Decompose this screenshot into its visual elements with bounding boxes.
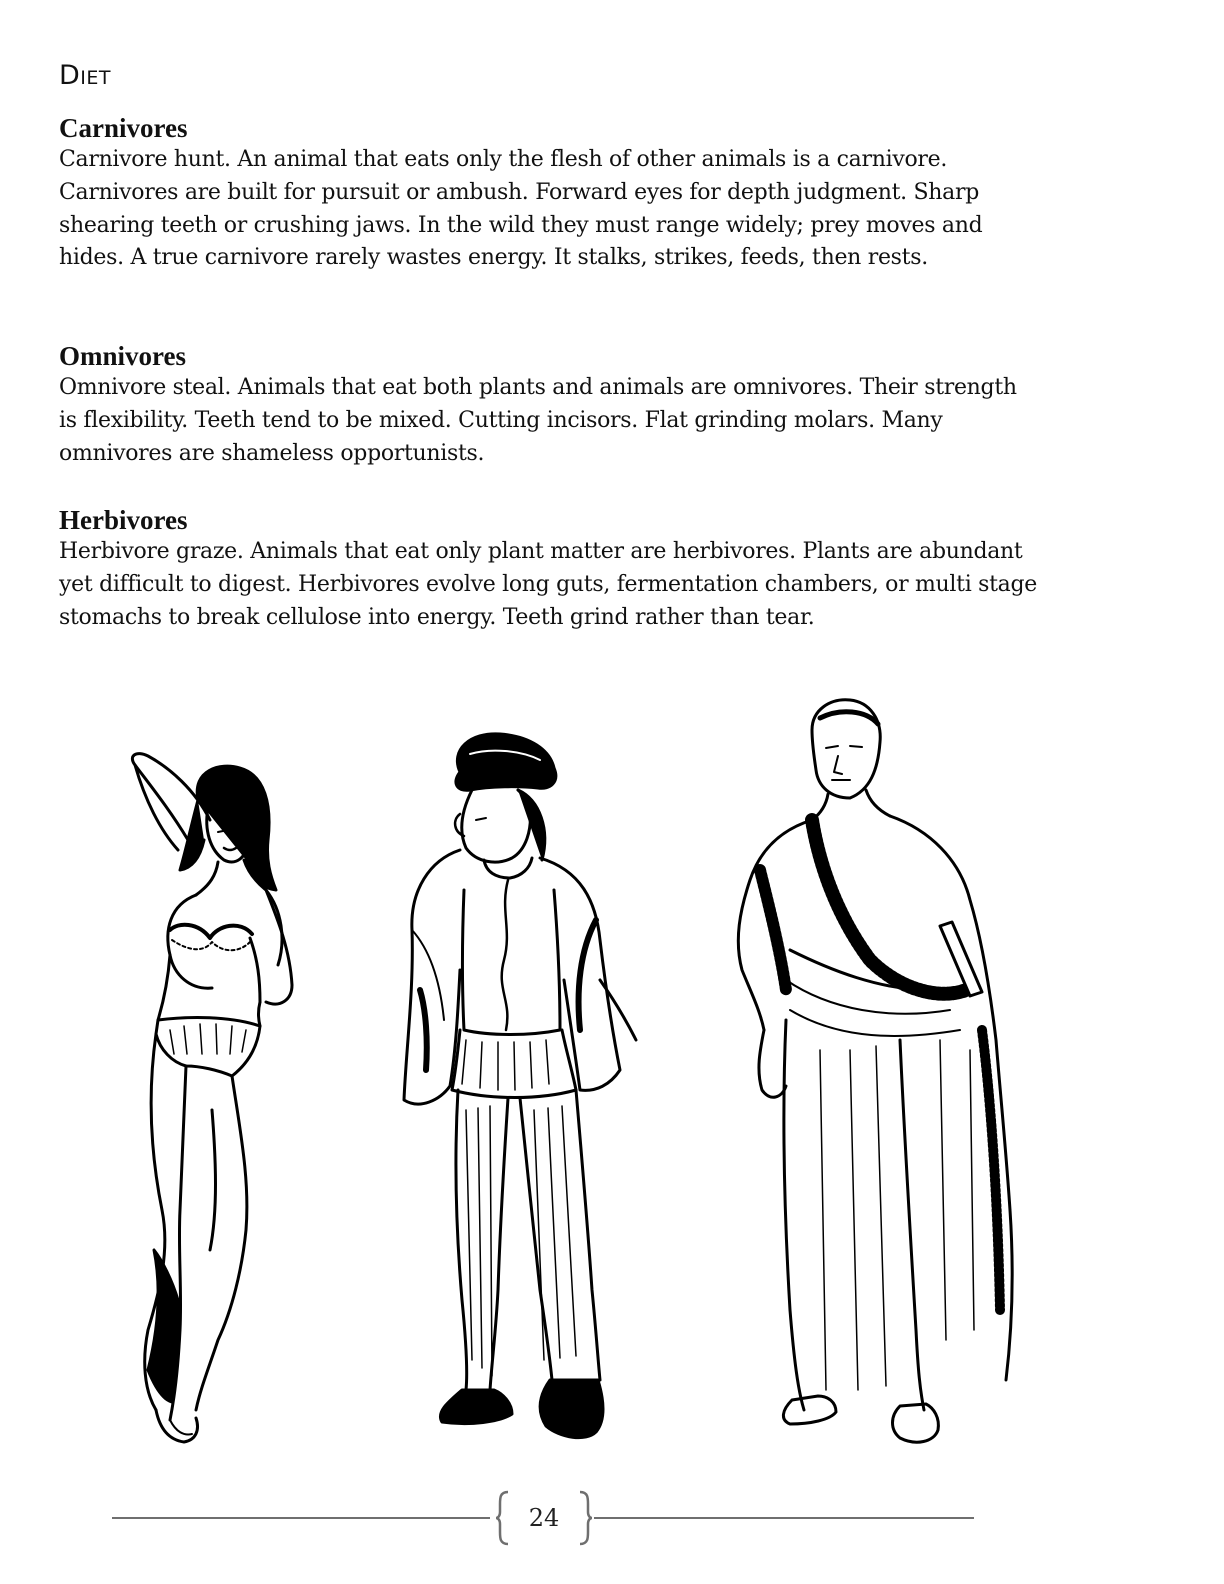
pinup-dancer-illustration <box>132 754 292 1442</box>
footer-rule-left <box>112 1517 490 1519</box>
section-title-herbivores: Herbivores <box>59 505 188 535</box>
section-herbivores <box>59 504 1039 634</box>
section-body-herbivores: Herbivore graze. Animals that eat only plant matter are herbivores. Plants are abundant yet difficult to digest. Herbivores evolve long guts, fermentation chambers, or multi stage stomachs to break cellulose into energy. Teeth grind rather than tear. <box>59 539 1037 630</box>
left-brace-icon <box>494 1490 510 1546</box>
page-footer <box>112 1490 974 1550</box>
figures-illustration <box>100 690 1040 1465</box>
footer-rule-right <box>594 1517 974 1519</box>
figure-strip <box>100 690 1040 1465</box>
right-brace-icon <box>578 1490 594 1546</box>
section-title-carnivores: Carnivores <box>59 113 188 143</box>
page-heading: Diet <box>59 60 112 91</box>
section-title-omnivores: Omnivores <box>59 341 186 371</box>
section-omnivores <box>59 340 1039 470</box>
roman-toga-man-illustration <box>738 700 1012 1442</box>
section-body-omnivores: Omnivore steal. Animals that eat both plants and animals are omnivores. Their strength is flexibility. Teeth tend to be mixed. Cutting incisors. Flat grinding molars. Many omnivores are shameless opportunists. <box>59 375 1017 466</box>
section-body-carnivores: Carnivore hunt. An animal that eats only the flesh of other animals is a carnivore. Carnivores are built for pursuit or ambush. Forward eyes for depth judgment. Sharp shearing teeth or crushing jaws. In the wild they must range widely; prey moves and hides. A true carnivore rarely wastes energy. It stalks, strikes, feeds, then rests. <box>59 147 983 271</box>
section-carnivores <box>59 112 1039 275</box>
page-number: 24 <box>528 1504 560 1532</box>
renaissance-man-illustration <box>404 734 636 1438</box>
